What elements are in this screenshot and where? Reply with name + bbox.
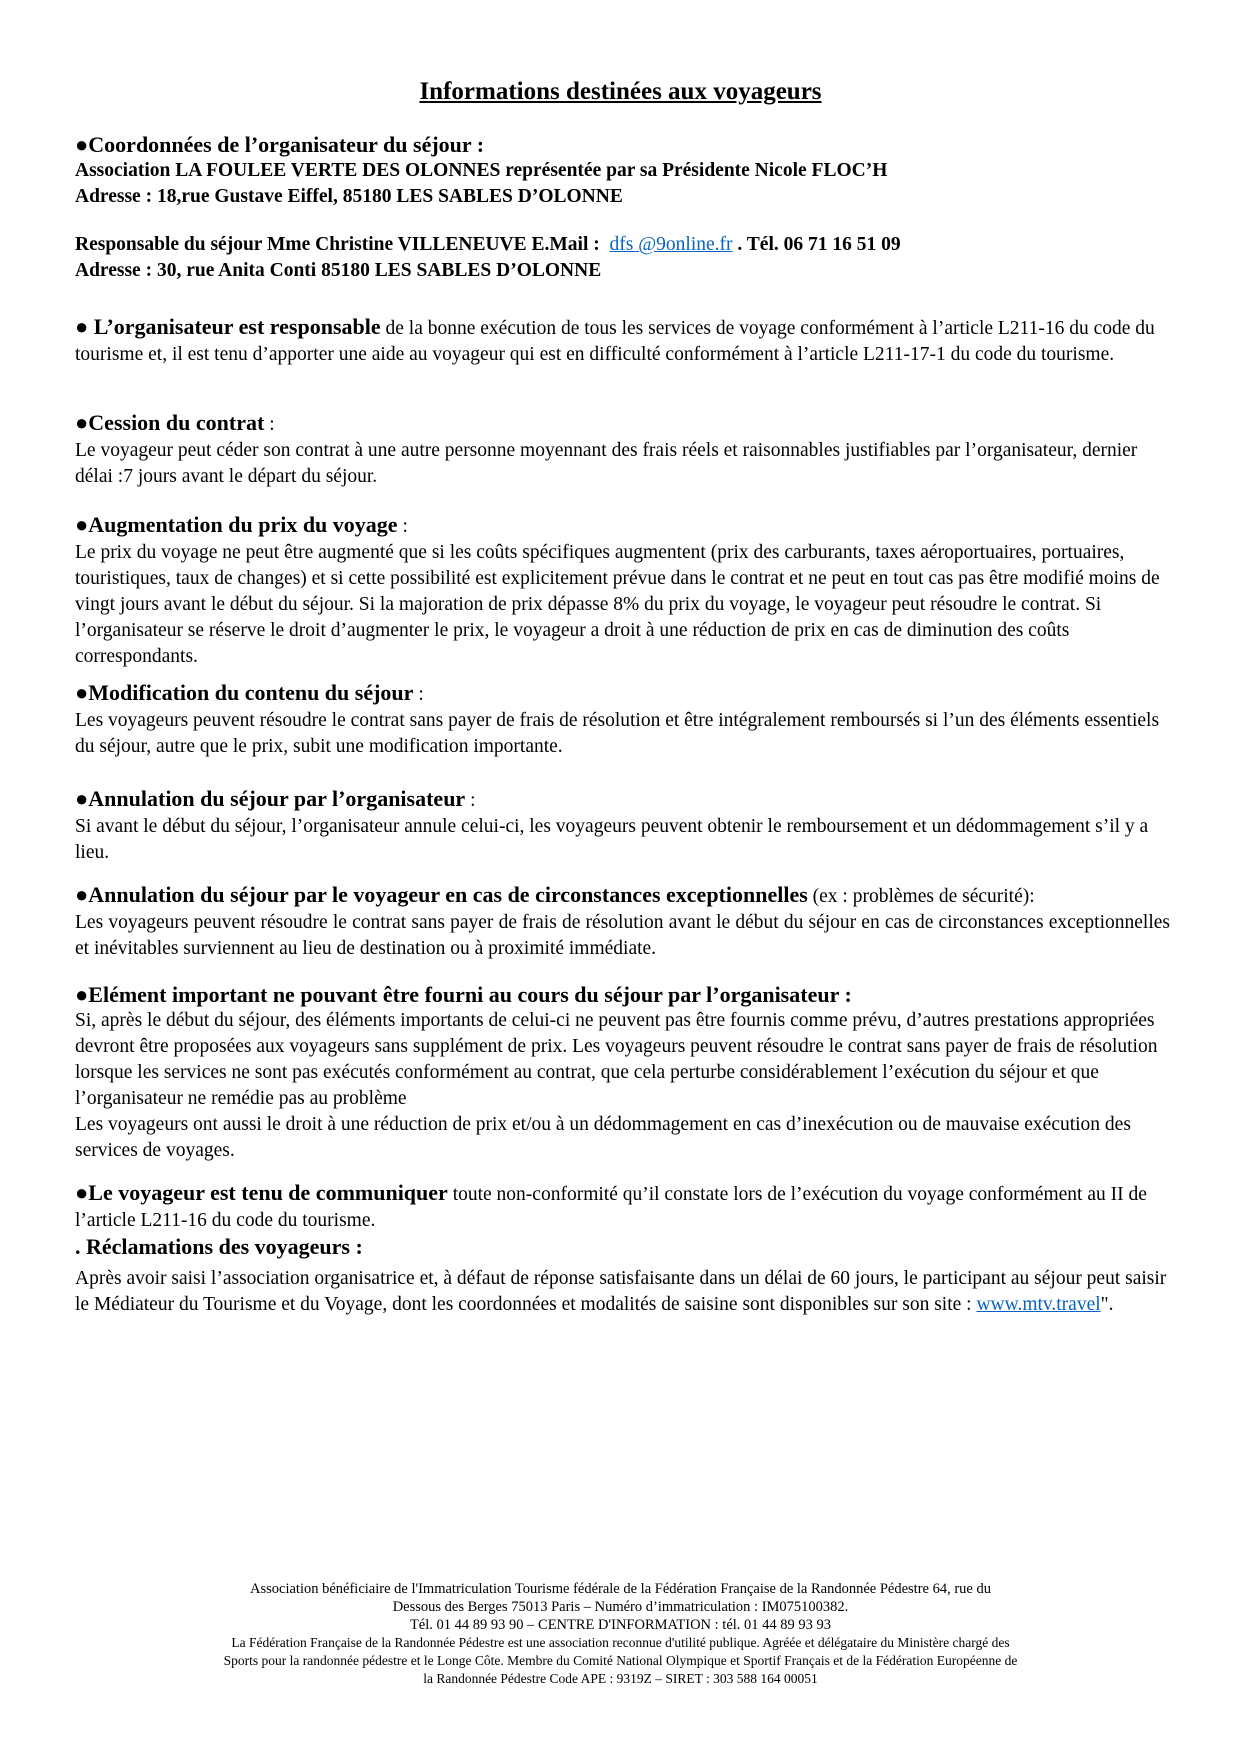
section-heading: ● L’organisateur est responsable [75, 314, 381, 339]
email-link[interactable]: dfs @9online.fr [609, 234, 733, 255]
section-responsable-text [75, 314, 1170, 368]
section-cession [75, 410, 1170, 490]
section-heading: ●Augmentation du prix du voyage [75, 512, 398, 537]
reclamations-end: ". [1100, 1294, 1114, 1315]
section-annulation-voyageur [75, 882, 1170, 962]
section-modification [75, 680, 1170, 760]
footer-line: Dessous des Berges 75013 Paris – Numéro d’immatriculation : IM075100382. [392, 1599, 849, 1615]
section-heading: ●Cession du contrat [75, 410, 265, 435]
responsible-tel: . Tél. 06 71 16 51 09 [732, 234, 901, 255]
heading-suffix: : [413, 684, 424, 705]
section-heading: ●Elément important ne pouvant être fourni au cours du séjour par l’organisateur : [75, 982, 852, 1007]
section-heading-line [75, 680, 1170, 708]
heading-suffix: : [397, 516, 408, 537]
mtv-link[interactable]: www.mtv.travel [976, 1294, 1101, 1315]
section-heading: ●Le voyageur est tenu de communiquer [75, 1180, 448, 1205]
heading-suffix: (ex : problèmes de sécurité): [807, 886, 1035, 907]
section-body: Les voyageurs peuvent résoudre le contrat sans payer de frais de résolution avant le début du séjour en cas de circonstances exceptionnelles et inévitables surviennent au lieu de destination ou à proximité immédiate. [75, 912, 1170, 959]
section-heading: . Réclamations des voyageurs : [75, 1234, 363, 1259]
footer-line: la Randonnée Pédestre Code APE : 9319Z – SIRET : 303 588 164 00051 [423, 1671, 818, 1686]
section-body [75, 1266, 1170, 1318]
section-heading-line [75, 882, 1170, 910]
responsible-address: Adresse : 30, rue Anita Conti 85180 LES SABLES D’OLONNE [75, 260, 602, 281]
section-communiquer [75, 1180, 1170, 1234]
section-communiquer-text [75, 1180, 1170, 1234]
section-body: Le prix du voyage ne peut être augmenté que si les coûts spécifiques augmentent (prix des carburants, taxes aéroportuaires, portuaires, touristiques, taux de changes) et si cette possibilité est explicitement prévue dans le contrat et ne peut en tout cas pas être modifié moins de vingt jours avant le début du séjour. Si la majoration de prix dépasse 8% du prix du voyage, le voyageur peut résoudre le contrat. Si l’organisateur se réserve le droit d’augmenter le prix, le voyageur a droit à une réduction de prix en cas de diminution des coûts correspondants. [75, 542, 1160, 667]
organizer-address: Adresse : 18,rue Gustave Eiffel, 85180 LES SABLES D’OLONNE [75, 186, 623, 207]
organizer-block [75, 132, 1170, 210]
section-responsable [75, 314, 1170, 368]
section-body-2: Les voyageurs ont aussi le droit à une réduction de prix et/ou à un dédommagement en cas d’inexécution ou de mauvaise exécution des services de voyages. [75, 1114, 1131, 1161]
reclamations-text: Après avoir saisi l’association organisatrice et, à défaut de réponse satisfaisante dans un délai de 60 jours, le participant au séjour peut saisir le Médiateur du Tourisme et du Voyage, dont les coordonnées et modalités de saisine sont disponibles sur son site : [75, 1268, 1167, 1315]
heading-suffix: : [465, 790, 476, 811]
organizer-line: Association LA FOULEE VERTE DES OLONNES représentée par sa Présidente Nicole FLOC’H [75, 160, 888, 181]
section-heading: ●Modification du contenu du séjour [75, 680, 414, 705]
responsible-block [75, 232, 1170, 284]
section-heading: ●Annulation du séjour par le voyageur en cas de circonstances exceptionnelles [75, 882, 808, 907]
section-element-important [75, 982, 1170, 1164]
section-heading-line [75, 512, 1170, 540]
page-title: Informations destinées aux voyageurs [419, 78, 822, 105]
section-heading-line [75, 410, 1170, 438]
heading-suffix: : [264, 414, 275, 435]
responsible-prefix: Responsable du séjour Mme Christine VILLENEUVE E.Mail : [75, 234, 605, 255]
footer [100, 1580, 1141, 1688]
footer-line: Sports pour la randonnée pédestre et le Longe Côte. Membre du Comité National Olympique et Sportif Français et de la Fédération Européenne de [223, 1653, 1018, 1668]
section-reclamations [75, 1234, 1170, 1318]
section-body: Les voyageurs peuvent résoudre le contrat sans payer de frais de résolution et être intégralement remboursés si l’un des éléments essentiels du séjour, autre que le prix, subit une modification importante. [75, 710, 1160, 757]
section-body: toute non-conformité qu’il constate lors de l’exécution du voyage conformément au II de l’article L211-16 du code du tourisme. [75, 1184, 1147, 1231]
section-annulation-organisateur [75, 786, 1170, 866]
section-heading-line [75, 786, 1170, 814]
section-body: de la bonne exécution de tous les services de voyage conformément à l’article L211-16 du code du tourisme et, il est tenu d’apporter une aide au voyageur qui est en difficulté conformément à l’article L211-17-1 du code du tourisme. [75, 318, 1155, 365]
footer-line: La Fédération Française de la Randonnée Pédestre est une association reconnue d'utilité publique. Agréée et délégataire du Ministère chargé des [231, 1635, 1010, 1650]
section-body: Si, après le début du séjour, des éléments importants de celui-ci ne peuvent pas être fournis comme prévu, d’autres prestations appropriées devront être proposées aux voyageurs sans supplément de prix. Les voyageurs peuvent résoudre le contrat sans payer de frais de résolution lorsque les services ne sont pas exécutés conformément au contrat, que cela perturbe considérablement l’exécution du séjour et que l’organisateur ne remédie pas au problème [75, 1010, 1158, 1109]
section-body: Si avant le début du séjour, l’organisateur annule celui-ci, les voyageurs peuvent obtenir le remboursement et un dédommagement s’il y a lieu. [75, 816, 1149, 863]
section-augmentation [75, 512, 1170, 670]
responsible-line [75, 232, 1170, 258]
section-body: Le voyageur peut céder son contrat à une autre personne moyennant des frais réels et raisonnables justifiables par l’organisateur, dernier délai :7 jours avant le départ du séjour. [75, 440, 1138, 487]
organizer-heading: ●Coordonnées de l’organisateur du séjour : [75, 132, 485, 157]
footer-line: Association bénéficiaire de l'Immatriculation Tourisme fédérale de la Fédération Française de la Randonnée Pédestre 64, rue du [250, 1581, 991, 1597]
footer-line: Tél. 01 44 89 93 90 – CENTRE D'INFORMATION : tél. 01 44 89 93 93 [409, 1617, 832, 1633]
section-heading: ●Annulation du séjour par l’organisateur [75, 786, 466, 811]
